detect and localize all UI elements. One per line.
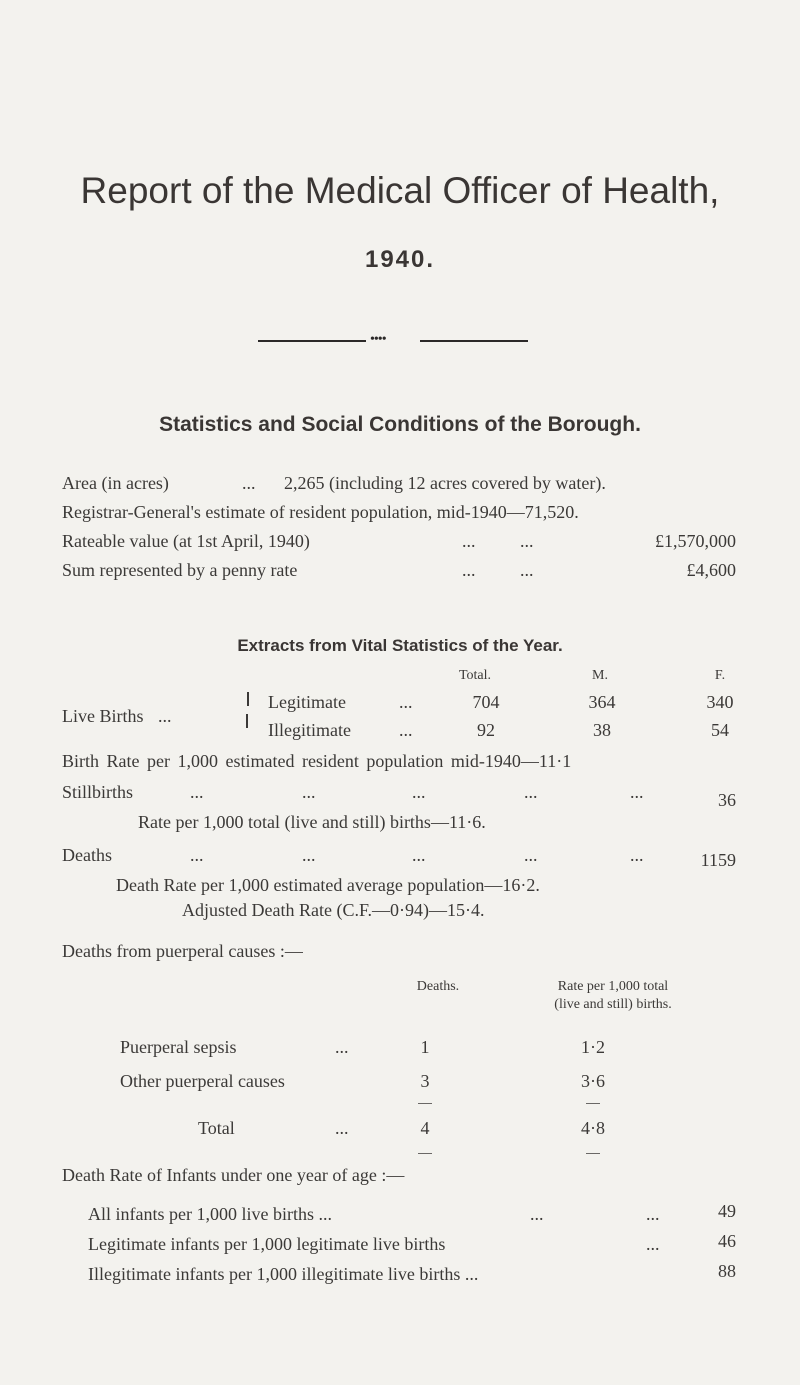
infants-illegitimate-value: 88 (718, 1261, 736, 1281)
adjusted-death-rate: Adjusted Death Rate (C.F.—0·94)—15·4. (182, 900, 485, 920)
stillbirths-value: 36 (718, 790, 736, 810)
brace (246, 690, 249, 730)
puerperal-sepsis-rate: 1·2 (581, 1037, 605, 1057)
deaths-value: 1159 (700, 850, 736, 870)
col-male: M. (592, 668, 608, 683)
deaths-dots-1: ... (190, 845, 204, 865)
infants-illegitimate-label: Illegitimate infants per 1,000 illegitimate live births ... (88, 1264, 479, 1284)
stat-penny-rate-label: Sum represented by a penny rate (62, 560, 298, 580)
divider-line-right (420, 340, 528, 342)
divider-dots: •••• (370, 332, 386, 347)
stillbirths-label: Stillbirths (62, 782, 134, 802)
section-heading: Statistics and Social Conditions of the Borough. (159, 413, 641, 436)
report-year: 1940. (364, 246, 436, 273)
deaths-dots-2: ... (302, 845, 316, 865)
legitimate-dots: ... (399, 692, 413, 712)
legitimate-female: 340 (706, 692, 734, 712)
vital-heading: Extracts from Vital Statistics of the Year. (237, 636, 563, 655)
legitimate-label: Legitimate (268, 692, 346, 712)
stat-rateable-dots: ... ... (462, 531, 534, 551)
stat-rateable-label: Rateable value (at 1st April, 1940) (62, 531, 310, 551)
stat-penny-rate-dots: ... ... (462, 560, 534, 580)
stat-population: Registrar-General's estimate of resident population, mid-1940—71,520. (62, 502, 579, 522)
puerperal-total-dots: ... (335, 1118, 349, 1138)
col-total: Total. (458, 668, 492, 683)
stillbirths-dots-5: ... (630, 782, 644, 802)
infants-legitimate-label: Legitimate infants per 1,000 legitimate live births (88, 1234, 446, 1254)
puerperal-total-label: Total (198, 1118, 235, 1138)
stillbirths-dots-1: ... (190, 782, 204, 802)
infants-all-value: 49 (718, 1201, 736, 1221)
rule-rate-1 (586, 1103, 600, 1104)
stat-penny-rate-value: £4,600 (686, 560, 736, 580)
infants-all-dots-2: ... (646, 1204, 660, 1224)
other-puerperal-rate: 3·6 (581, 1071, 605, 1091)
illegitimate-female: 54 (711, 720, 729, 740)
puerperal-sepsis-deaths: 1 (420, 1037, 430, 1057)
illegitimate-male: 38 (593, 720, 611, 740)
infants-heading: Death Rate of Infants under one year of age :— (62, 1165, 405, 1185)
stillbirth-rate: Rate per 1,000 total (live and still) births—11·6. (138, 812, 486, 832)
infants-all-dots-1: ... (530, 1204, 544, 1224)
report-title: Report of the Medical Officer of Health, (80, 170, 720, 211)
illegitimate-dots: ... (399, 720, 413, 740)
live-births-dots: ... (158, 706, 172, 726)
stat-rateable-value: £1,570,000 (655, 531, 736, 551)
puerperal-sepsis-label: Puerperal sepsis (120, 1037, 237, 1057)
puerperal-total-deaths: 4 (420, 1118, 430, 1138)
stillbirths-dots-3: ... (412, 782, 426, 802)
stillbirths-dots-2: ... (302, 782, 316, 802)
birth-rate: Birth Rate per 1,000 estimated resident population mid-1940—11·1 (62, 751, 572, 771)
puerperal-sepsis-dots: ... (335, 1037, 349, 1057)
deaths-dots-5: ... (630, 845, 644, 865)
deaths-label: Deaths (62, 845, 112, 865)
deaths-dots-3: ... (412, 845, 426, 865)
infants-legitimate-value: 46 (718, 1231, 736, 1251)
stat-area-label: Area (in acres) (62, 473, 169, 493)
rule-deaths-1 (418, 1103, 432, 1104)
legitimate-total: 704 (472, 692, 500, 712)
other-puerperal-label: Other puerperal causes (120, 1071, 285, 1091)
stillbirths-dots-4: ... (524, 782, 538, 802)
puerperal-col-rate-1: Rate per 1,000 total (557, 979, 669, 994)
rule-deaths-2 (418, 1153, 432, 1154)
puerperal-col-deaths: Deaths. (416, 979, 460, 994)
divider-ornament (258, 332, 528, 347)
stat-area-value: 2,265 (including 12 acres covered by water). (284, 473, 606, 493)
other-puerperal-deaths: 3 (420, 1071, 430, 1091)
live-births-label: Live Births (62, 706, 144, 726)
puerperal-col-rate-2: (live and still) births. (554, 997, 672, 1012)
puerperal-total-rate: 4·8 (581, 1118, 605, 1138)
stat-area-dots: ... (242, 473, 256, 493)
infants-all-label: All infants per 1,000 live births ... (88, 1204, 332, 1224)
deaths-dots-4: ... (524, 845, 538, 865)
rule-rate-2 (586, 1153, 600, 1154)
legitimate-male: 364 (588, 692, 616, 712)
illegitimate-label: Illegitimate (268, 720, 351, 740)
col-female: F. (714, 668, 726, 683)
puerperal-heading: Deaths from puerperal causes :— (62, 941, 303, 961)
infants-legitimate-dots: ... (646, 1234, 660, 1254)
illegitimate-total: 92 (477, 720, 495, 740)
death-rate: Death Rate per 1,000 estimated average population—16·2. (116, 875, 540, 895)
divider-line-left (258, 340, 366, 342)
